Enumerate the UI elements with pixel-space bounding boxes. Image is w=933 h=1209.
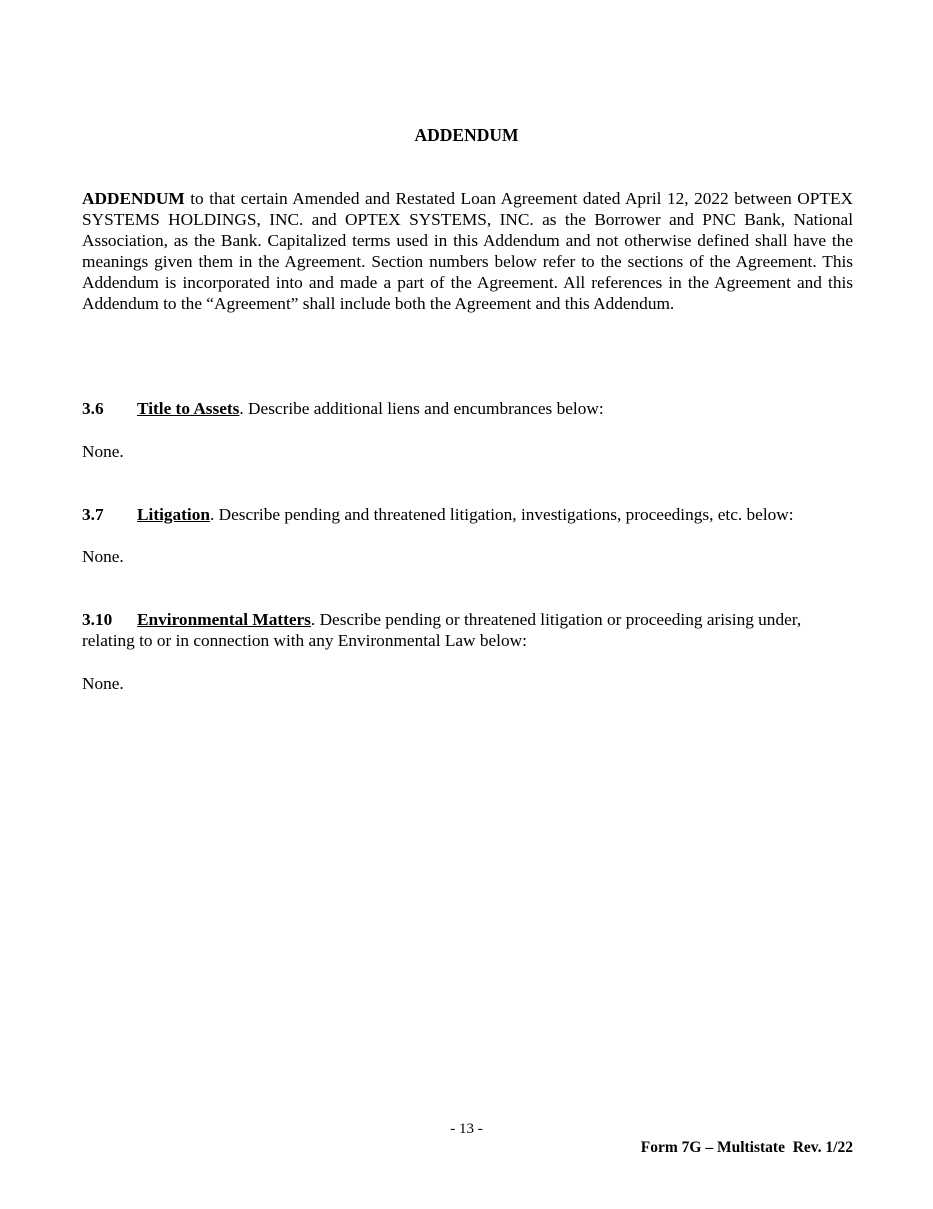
- page-title: ADDENDUM: [414, 125, 519, 145]
- section-description: . Describe additional liens and encumbrances below:: [239, 399, 604, 418]
- section-description: . Describe pending and threatened litigation, investigations, proceedings, etc. below:: [209, 505, 794, 524]
- section-3-10-heading: [82, 609, 853, 651]
- intro-paragraph: [82, 188, 853, 314]
- section-3-7-answer: None.: [82, 547, 124, 566]
- section-title: Environmental Matters: [137, 610, 311, 629]
- section-number: 3.10: [82, 610, 113, 629]
- section-title: Litigation: [137, 505, 210, 524]
- section-title: Title to Assets: [137, 399, 240, 418]
- section-3-6-answer: None.: [82, 442, 124, 461]
- section-number: 3.7: [82, 505, 104, 524]
- section-3-6-heading: [82, 398, 853, 419]
- section-description: . Describe pending or threatened litigation or proceeding arising under, relating to or in connection with any Environmental Law below:: [82, 610, 802, 650]
- form-identifier: Form 7G – Multistate Rev. 1/22: [640, 1139, 853, 1156]
- intro-lead: ADDENDUM: [82, 189, 185, 208]
- intro-body: to that certain Amended and Restated Loan Agreement dated April 12, 2022 between OPTEX SYSTEMS HOLDINGS, INC. and OPTEX SYSTEMS, INC. as the Borrower and PNC Bank, National Association, as the Bank. Capitalized terms used in this Addendum and not otherwise defined shall have the meanings given them in the Agreement. Section numbers below refer to the sections of the Agreement. This Addendum is incorporated into and made a part of the Agreement. All references in the Agreement and this Addendum to the “Agreement” shall include both the Agreement and this Addendum.: [82, 189, 853, 313]
- page-number: - 13 -: [450, 1121, 483, 1137]
- section-3-7-heading: [82, 504, 853, 525]
- section-number: 3.6: [82, 399, 104, 418]
- section-3-10-answer: None.: [82, 674, 124, 693]
